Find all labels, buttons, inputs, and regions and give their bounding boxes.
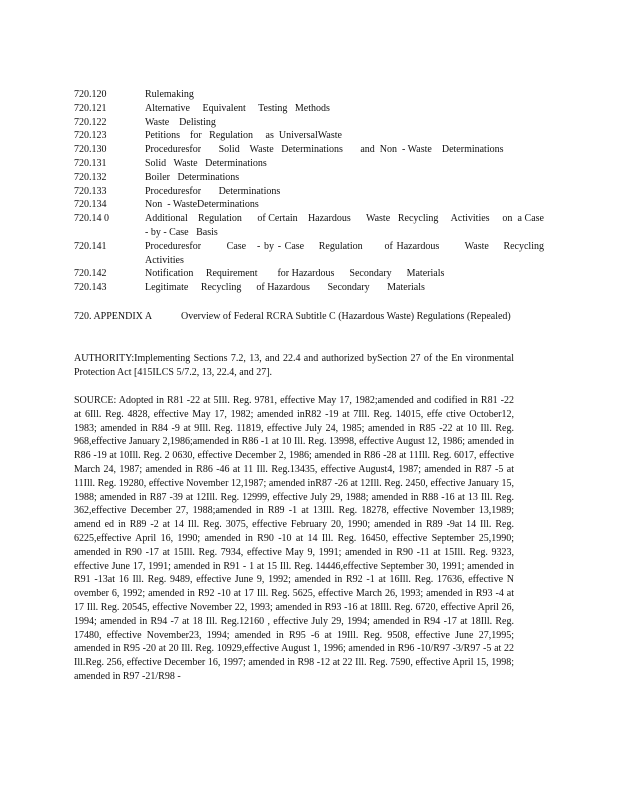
- section-entry: [74, 129, 544, 143]
- section-number: 720.133: [74, 185, 107, 197]
- authority-paragraph: AUTHORITY:Implementing Sections 7.2, 13, and 22.4 and authorized bySection 27 of the En vironmental Protection Act [415ILCS 5/7.2, 13, 22.4, and 27].: [74, 353, 514, 378]
- section-title: Rulemaking: [145, 89, 194, 100]
- source-paragraph: SOURCE: Adopted in R81 -22 at 5Ill. Reg. 9781, effective May 17, 1982;amended and codified in R81 -22 at 6Ill. Reg. 4828, effective May 17, 1982; amended inR82 -19 at 7Ill. Reg. 14015, effe ctive October12, 1983; amended in R84 -9 at 9Ill. Reg. 11819, effective July 24, 1985; amended in R85 -22 at 10 Ill. Reg. 968,effective January 2,1986;amended in R86 -1 at 10 Ill. Reg. 13998, effective August 12, 1986; amended in R86 -19 at 10Ill. Reg. 2 0630, effective December 2, 1986; amended in R86 -28 at 11Ill. Reg. 6017, effective March 24, 1987; amended in R86 -46 at 11 Ill. Reg.13435, effective August4, 1987; amended in R87 -5 at 11Ill. Reg. 19280, effective November 12,1987; amended inR87 -26 at 12Ill. Reg. 2450, effective January 15, 1988; amended in R87 -39 at 12Ill. Reg. 12999, effective July 29, 1988; amended in R88 -16 at 13 Ill. Reg. 362,effective December 27, 1988;amended in R89 -1 at 13Ill. Reg. 18278, effective November 13,1989; amend ed in R89 -2 at 14 Ill. Reg. 3075, effective February 20, 1990; amended in R89 -9at 14 Ill. Reg. 6225,effective April 16, 1990; amended in R90 -10 at 14 Ill. Reg. 16450, effective September 25,1990; amended in R90 -17 at 15Ill. Reg. 7934, effective May 9, 1991; amended in R90 -11 at 15Ill. Reg. 9323, effective June 17, 1991; amended in R91 - 1 at 15 Ill. Reg. 14446,effective September 30, 1991; amended in R91 -13at 16 Ill. Reg. 9489, effective June 9, 1992; amended in R92 -1 at 16Ill. Reg. 17636, effective N ovember 6, 1992; amended in R92 -10 at 17 Ill. Reg. 5625, effective March 26, 1993; amended in R93 -4 at 17 Ill. Reg. 20545, effective November 22, 1993; amended in R93 -16 at 18Ill. Reg. 6720, effective April 26, 1994; amended in R94 -7 at 18 Ill. Reg.12160 , effective July 29, 1994; amended in R94 -17 at 18Ill. Reg. 17480, effective November23, 1994; amended in R95 -6 at 19Ill. Reg. 9508, effective June 27,1995; amended in R95 -20 at 20 Ill. Reg. 10929,effective August 1, 1996; amended in R96 -10/R97 -3/R97 -5 at 22 Ill.Reg. 256, effective December 16, 1997; amended in R98 -12 at 22 Ill. Reg. 7590, effective April 15, 1998; amended in R97 -21/R98 -: [74, 395, 514, 682]
- section-entry: [74, 171, 544, 185]
- section-number: 720.143: [74, 282, 107, 294]
- section-entry: [74, 185, 544, 199]
- section-title: Solid Waste Determinations: [145, 157, 267, 169]
- section-title: Petitions for Regulation as UniversalWaste: [145, 130, 342, 142]
- appendix-entry: [74, 310, 544, 324]
- section-number: 720.134: [74, 199, 107, 211]
- section-list: [74, 88, 549, 295]
- section-title: Non - WasteDeterminations: [145, 199, 259, 211]
- appendix-title: Overview of Federal RCRA Subtitle C (Hazardous Waste) Regulations (Repealed): [181, 311, 511, 322]
- section-entry: [74, 143, 544, 157]
- section-title: Proceduresfor Solid Waste Determinations and Non - Waste Determinations: [145, 144, 504, 156]
- section-title: Alternative Equivalent Testing Methods: [145, 102, 330, 114]
- section-title: Legitimate Recycling of Hazardous Secondary Materials: [145, 282, 425, 294]
- section-number: 720.130: [74, 144, 107, 156]
- section-number: 720.141: [74, 240, 107, 252]
- section-number: 720.123: [74, 130, 107, 142]
- section-title: Proceduresfor Determinations: [145, 185, 281, 197]
- section-title: Proceduresfor Case - by - Case Regulation of Hazardous Waste Recycling Activities: [145, 240, 546, 266]
- section-title: Boiler Determinations: [145, 171, 240, 183]
- section-number: 720.14 0: [74, 213, 109, 225]
- section-title: Notification Requirement for Hazardous Secondary Materials: [145, 268, 445, 280]
- appendix-label: 720. APPENDIX A: [74, 311, 153, 322]
- section-number: 720.121: [74, 102, 107, 114]
- section-entry: [74, 116, 544, 130]
- section-entry: [74, 157, 544, 171]
- section-entry: [74, 281, 544, 295]
- section-entry: [74, 240, 544, 268]
- section-entry: [74, 102, 544, 116]
- section-title: Waste Delisting: [145, 116, 216, 128]
- section-number: 720.142: [74, 268, 107, 280]
- section-title: Additional Regulation of Certain Hazardous Waste Recycling Activities on a Case - by - Case Basis: [145, 213, 549, 238]
- section-number: 720.120: [74, 89, 107, 100]
- section-entry: [74, 198, 544, 212]
- section-entry: [74, 88, 544, 102]
- section-number: 720.131: [74, 157, 107, 169]
- section-entry: [74, 267, 544, 281]
- section-number: 720.122: [74, 116, 107, 128]
- section-entry: [74, 212, 549, 240]
- section-number: 720.132: [74, 171, 107, 183]
